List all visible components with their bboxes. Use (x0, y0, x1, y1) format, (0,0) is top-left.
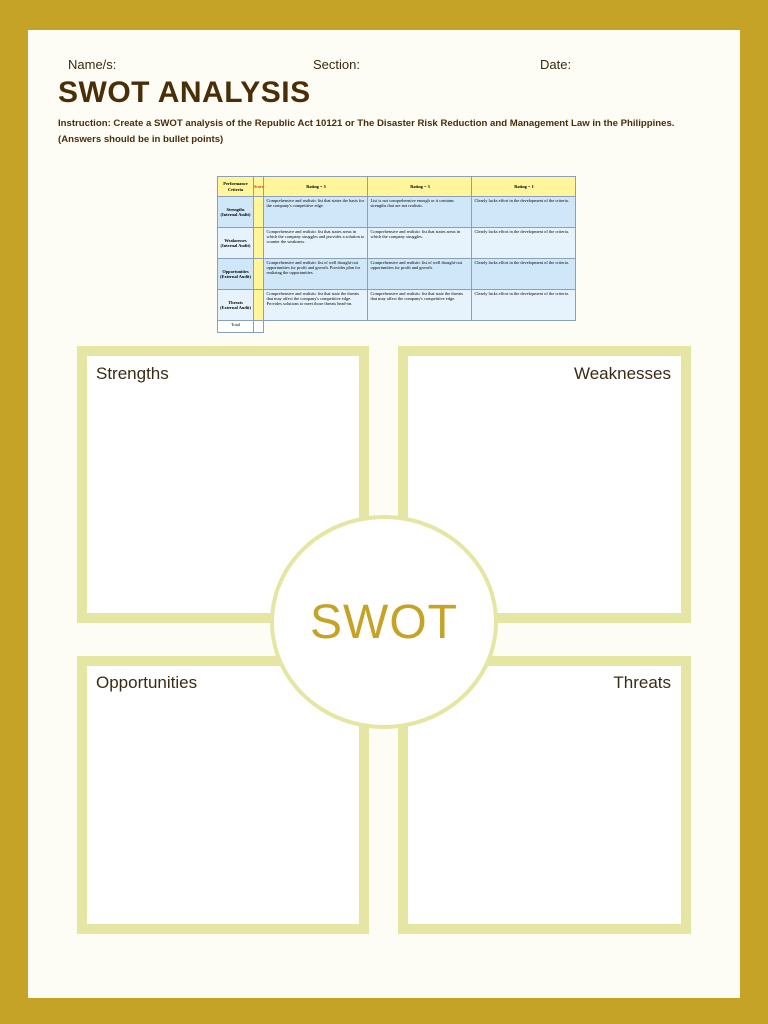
rubric-rating-3-cell: List is not comprehensive enough or it contains strengths that are not realistic. (368, 197, 472, 228)
rubric-row-threats (218, 290, 576, 321)
rubric-header-rating-3: Rating = 3 (368, 177, 472, 197)
rubric-header-score: Score (254, 177, 264, 197)
rubric-criteria-cell: Strengths (Internal Audit) (218, 197, 254, 228)
rubric-header-criteria: Performance Criteria (218, 177, 254, 197)
rubric-rating-3-cell: Comprehensive and realistic list that state the threats that may affect the company's competitive edge. (368, 290, 472, 321)
rubric-rating-1-cell: Clearly lacks effort in the development of the criteria. (472, 290, 576, 321)
rubric-header-row (218, 177, 576, 197)
rubric-criteria-cell: Threats (External Audit) (218, 290, 254, 321)
date-label: Date: (540, 57, 572, 72)
rubric-rating-3-cell: Comprehensive and realistic list of well thought-out opportunities for profit and growth. (368, 259, 472, 290)
rubric-row-strengths (218, 197, 576, 228)
strengths-label: Strengths (96, 364, 169, 383)
rubric-row-opportunities (218, 259, 576, 290)
rubric-total-score (254, 321, 264, 333)
page-title: SWOT ANALYSIS (58, 76, 311, 109)
rubric-score-cell (254, 290, 264, 321)
rubric-rating-5-cell: Comprehensive and realistic list that state the threats that may affect the company's competitive edge. Provides solutions to meet those threats head-on. (264, 290, 368, 321)
rubric-rating-3-cell: Comprehensive and realistic list that states areas in which the company struggles. (368, 228, 472, 259)
weaknesses-label: Weaknesses (573, 364, 671, 383)
rubric-total-label: Total (218, 321, 254, 333)
rubric-rating-5-cell: Comprehensive and realistic list that states areas in which the company struggles and provides a solution to counter the weakness. (264, 228, 368, 259)
rubric-score-cell (254, 228, 264, 259)
rubric-criteria-cell: Opportunities (External Audit) (218, 259, 254, 290)
threats-label: Threats (613, 673, 671, 692)
rubric-rating-5-cell: Comprehensive and realistic list of well thought-out opportunities for profit and growth. Provides plan for realizing the opportunities. (264, 259, 368, 290)
rubric-score-cell (254, 259, 264, 290)
rubric-header-rating-5: Rating = 5 (264, 177, 368, 197)
rubric-rating-1-cell: Clearly lacks effort in the development of the criteria. (472, 228, 576, 259)
worksheet-page (28, 30, 740, 998)
name-label: Name/s: (68, 57, 117, 72)
swot-center-circle (270, 515, 498, 729)
rubric-rating-1-cell: Clearly lacks effort in the development of the criteria. (472, 259, 576, 290)
rubric-header-rating-1: Rating = 1 (472, 177, 576, 197)
swot-center-label: SWOT (310, 595, 458, 649)
rubric-table (217, 176, 576, 333)
section-label: Section: (313, 57, 360, 72)
rubric-criteria-cell: Weaknesses (Internal Audit) (218, 228, 254, 259)
rubric-rating-1-cell: Clearly lacks effort in the development of the criteria. (472, 197, 576, 228)
rubric-total-row (218, 321, 576, 333)
rubric-row-weaknesses (218, 228, 576, 259)
opportunities-label: Opportunities (96, 673, 198, 692)
instruction-text: Instruction: Create a SWOT analysis of the Republic Act 10121 or The Disaster Risk Reduction and Management Law in the Philippines. (Answers should be in bullet points) (58, 118, 675, 145)
rubric-score-cell (254, 197, 264, 228)
rubric-rating-5-cell: Comprehensive and realistic list that states the basis for the company's competitive edge. (264, 197, 368, 228)
